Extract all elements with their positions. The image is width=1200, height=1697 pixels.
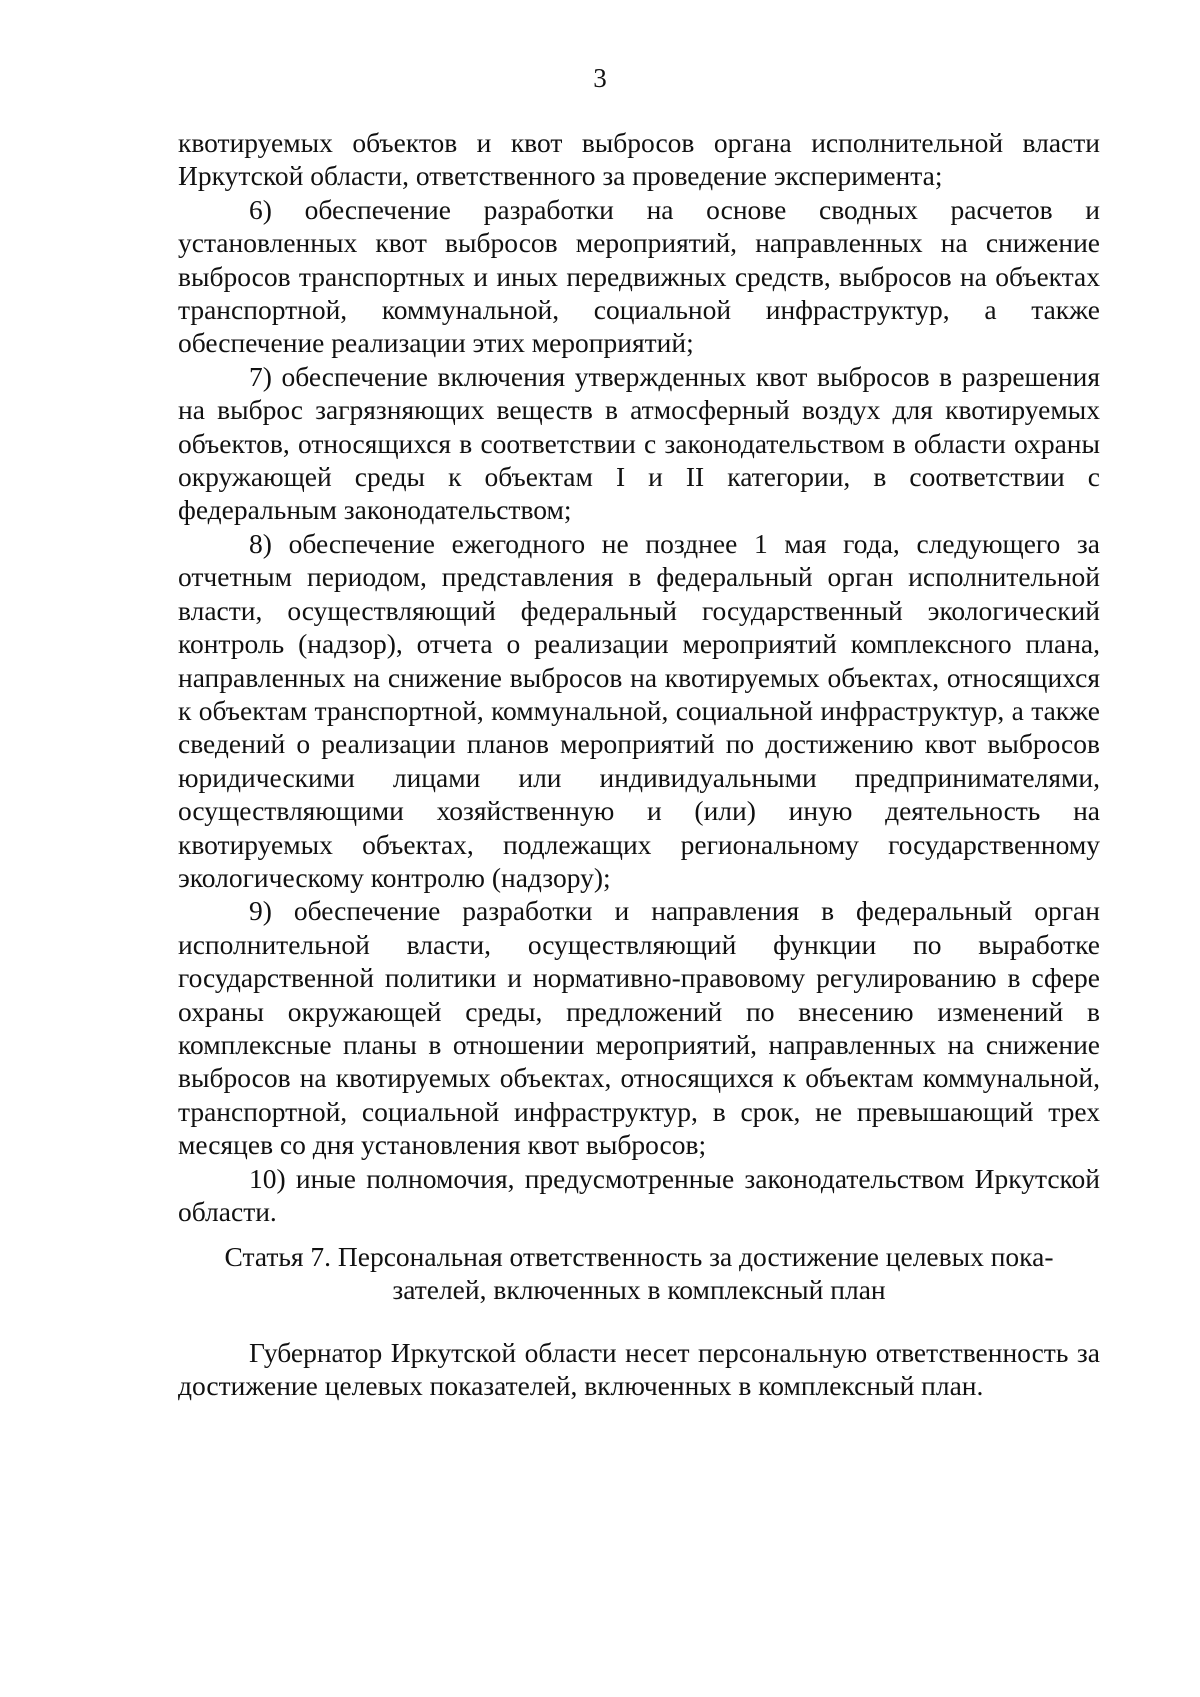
paragraph-item-6: 6) обеспечение разработки на основе сводных расчетов и установленных квот выбросов мероприятий, направленных на снижение выбросов транспортных и иных передвижных средств, выбросов на объектах транспортной, коммунальной, социальной инфраструктур, а также обеспечение реализации этих мероприятий; xyxy=(178,193,1100,359)
document-body xyxy=(178,126,1100,1228)
paragraph-item-10: 10) иные полномочия, предусмотренные законодательством Иркутской области. xyxy=(178,1162,1100,1227)
article-heading xyxy=(178,1240,1100,1307)
paragraph-item-8: 8) обеспечение ежегодного не позднее 1 мая года, следующего за отчетным периодом, представления в федеральный орган исполнительной власти, осуществляющий федеральный государственный экологический контроль (надзор), отчета о реализации мероприятий комплексного плана, направленных на снижение выбросов на квотируемых объектах, относящихся к объектам транспортной, коммунальной, социальной инфраструктур, а также сведений о реализации планов мероприятий по достижению квот выбросов юридическими лицами или индивидуальными предпринимателями, осуществляющими хозяйственную и (или) иную деятельность на квотируемых объектах, подлежащих региональному государственному экологическому контролю (надзору); xyxy=(178,527,1100,893)
page-number: 3 xyxy=(593,63,607,93)
paragraph-continuation: квотируемых объектов и квот выбросов органа исполнительной власти Иркутской области, ответственного за проведение эксперимента; xyxy=(178,127,1100,192)
article-paragraph: Губернатор Иркутской области несет персональную ответственность за достижение целевых показателей, включенных в комплексный план. xyxy=(178,1337,1100,1402)
paragraph-item-9: 9) обеспечение разработки и направления в федеральный орган исполнительной власти, осуществляющий функции по выработке государственной политики и нормативно-правовому регулированию в сфере охраны окружающей среды, предложений по внесению изменений в комплексные планы в отношении мероприятий, направленных на снижение выбросов на квотируемых объектах, относящихся к объектам коммунальной, транспортной, социальной инфраструктур, в срок, не превышающий трех месяцев со дня установления квот выбросов; xyxy=(178,895,1100,1161)
article-heading-line-2: зателей, включенных в комплексный план xyxy=(392,1274,886,1306)
article-body xyxy=(178,1336,1100,1403)
article-heading-line-1: Статья 7. Персональная ответственность за достижение целевых пока- xyxy=(224,1241,1054,1272)
paragraph-item-7: 7) обеспечение включения утвержденных квот выбросов в разрешения на выброс загрязняющих веществ в атмосферный воздух для квотируемых объектов, относящихся в соответствии с законодательством в области охраны окружающей среды к объектам I и II категории, в соответствии с федеральным законодательством; xyxy=(178,360,1100,526)
